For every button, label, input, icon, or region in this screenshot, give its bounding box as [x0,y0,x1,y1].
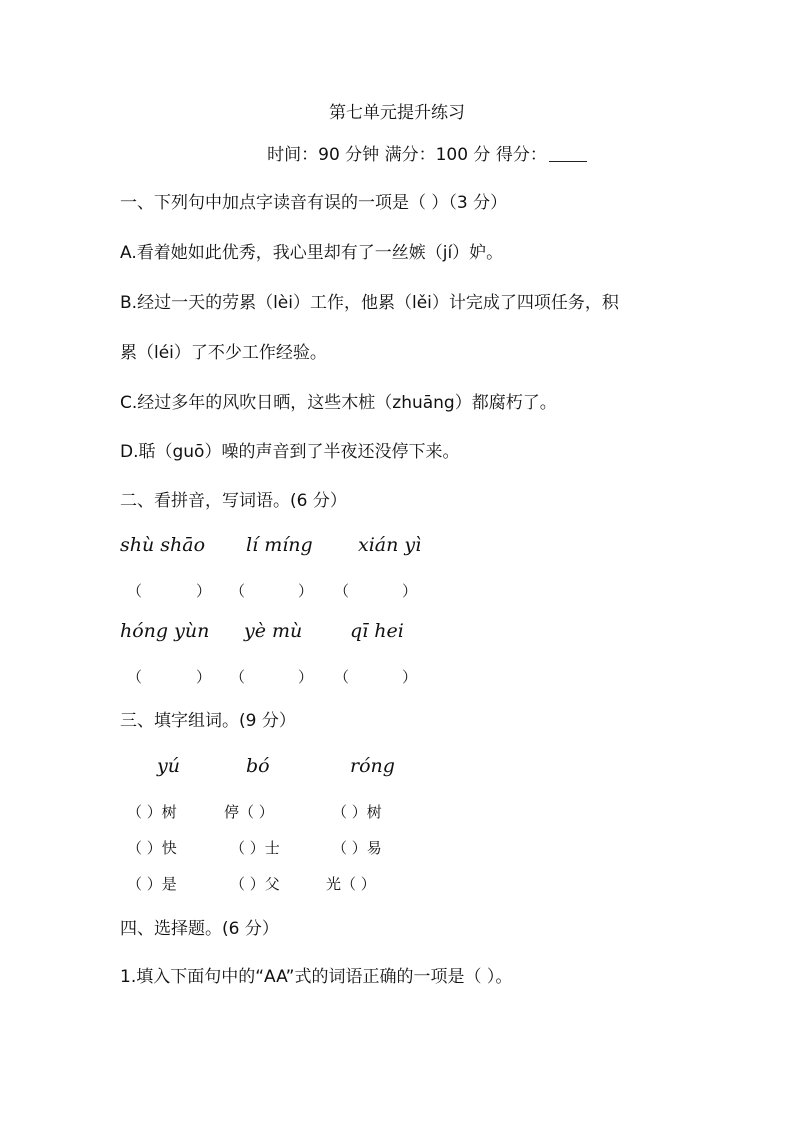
q2-answer-paren: （ [127,668,143,686]
q2-answer-paren: （ [334,582,350,600]
q2-heading: 二、看拼音，写词语。(6 分） [120,491,347,511]
q2-answer-paren: ） [298,582,314,600]
q2-pinyin-4: hóng yùn [120,620,210,642]
q3-blank: （ ）快 [127,839,177,857]
q3-blank: 停（ ） [224,803,274,821]
q4-heading: 四、选择题。(6 分） [120,919,279,939]
q2-answer-paren: （ [334,668,350,686]
q3-pinyin-3: róng [350,755,395,777]
q3-blank: （ ）是 [127,875,177,893]
q2-answer-paren: （ [230,668,246,686]
q3-blank: （ ）士 [230,839,280,857]
q2-answer-paren: （ [230,582,246,600]
q2-answer-paren: ） [196,668,212,686]
q1-option-b-line2: 累（léi）了不少工作经验。 [120,343,327,363]
q2-answer-paren: （ [127,582,143,600]
q4-item-1: 1.填入下面句中的“AA”式的词语正确的一项是（ ）。 [120,967,513,987]
q3-pinyin-1: yú [157,755,180,777]
q1-option-a: A.看着她如此优秀，我心里却有了一丝嫉（jí）妒。 [120,243,504,263]
q2-answer-paren: ） [402,668,418,686]
q3-blank: （ ）易 [332,839,382,857]
q2-pinyin-3: xián yì [358,534,422,556]
q2-pinyin-5: yè mù [244,620,303,642]
page-title: 第七单元提升练习 [329,103,465,123]
q3-blank: （ ）树 [332,803,382,821]
q2-answer-paren: ） [298,668,314,686]
q2-pinyin-2: lí míng [246,534,313,556]
exam-meta [0,140,794,165]
q3-pinyin-2: bó [246,755,270,777]
exam-meta-text: 时间：90 分钟 满分：100 分 得分： [267,145,547,165]
q1-heading: 一、下列句中加点字读音有误的一项是（ ）（3 分） [120,193,508,213]
q1-option-d: D.聒（guō）噪的声音到了半夜还没停下来。 [120,442,460,462]
q3-blank: 光（ ） [326,875,376,893]
score-blank[interactable] [549,147,587,162]
q3-heading: 三、填字组词。(9 分） [120,711,296,731]
q2-pinyin-6: qī hei [350,620,404,642]
q3-blank: （ ）树 [127,803,177,821]
q2-pinyin-1: shù shāo [120,534,206,556]
q1-option-b-line1: B.经过一天的劳累（lèi）工作，他累（lěi）计完成了四项任务，积 [120,293,619,313]
q2-answer-paren: ） [196,582,212,600]
q1-option-c: C.经过多年的风吹日晒，这些木桩（zhuāng）都腐朽了。 [120,393,557,413]
q3-blank: （ ）父 [230,875,280,893]
q2-answer-paren: ） [402,582,418,600]
